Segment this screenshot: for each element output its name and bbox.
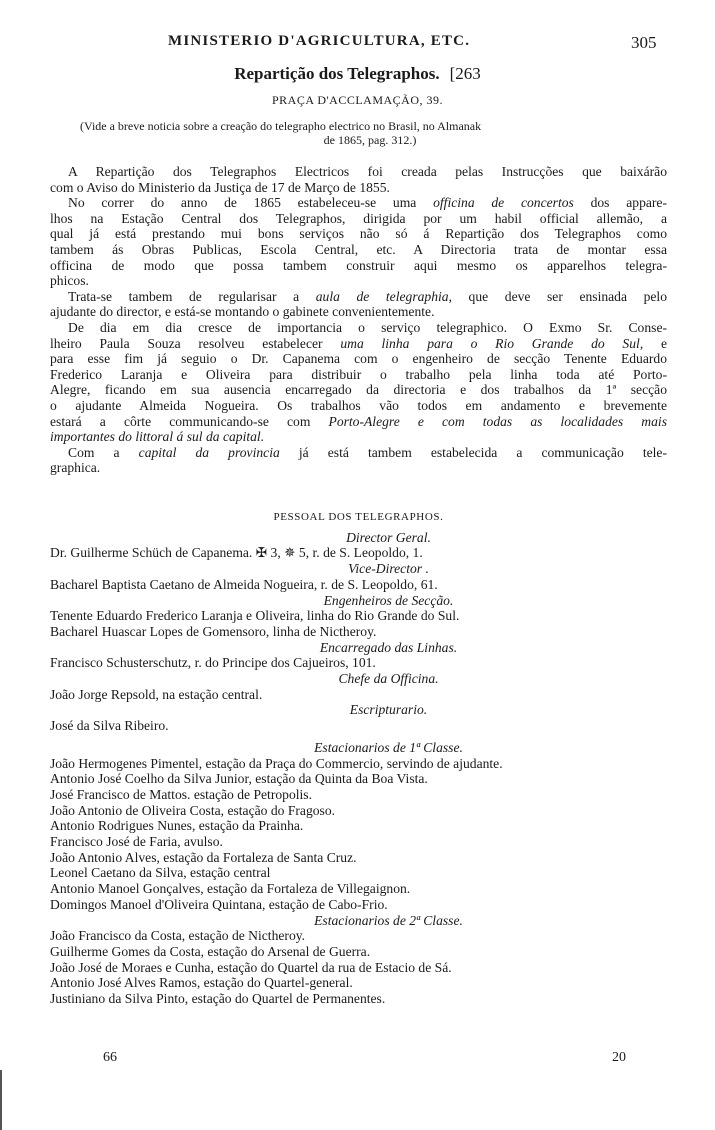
staff-title: PESSOAL DOS TELEGRAPHOS. — [273, 511, 444, 523]
text-segment: estará a côrte communicando-se com — [50, 413, 329, 429]
section-title — [0, 64, 715, 84]
text-segment: com o Aviso do Ministerio da Justiça de 17 de Março de 1855. — [50, 179, 390, 195]
text-segment: Trata-se tambem de regularisar a — [68, 288, 316, 304]
section-title-text: Repartição dos Telegraphos. — [234, 64, 440, 83]
staff-entry: João José de Moraes e Cunha, estação do Quartel da rua de Estacio de Sá. — [50, 959, 452, 975]
text-segment: ajudante do director, e está-se montando o gabinete convenientemente. — [50, 304, 435, 320]
text-segment: lheiro Paula Souza resolveu estabelecer — [50, 335, 341, 351]
paragraph-line — [50, 304, 667, 320]
text-segment: Frederico Laranja e Oliveira para distribuir o trabalho pela linha toda até Porto- — [50, 366, 667, 382]
staff-section-heading: Escripturario. — [349, 702, 428, 718]
italic-text: officina de concertos — [433, 195, 574, 211]
text-segment: , e — [639, 335, 667, 351]
paragraph-line — [50, 367, 667, 383]
staff-entry: João Hermogenes Pimentel, estação da Praça do Commercio, servindo de ajudante. — [50, 755, 503, 771]
paragraph-line — [50, 398, 667, 414]
staff-entry: João Jorge Repsold, na estação central. — [50, 686, 263, 702]
staff-entry: Guilherme Gomes da Costa, estação do Arsenal de Guerra. — [50, 943, 371, 959]
body-text — [50, 164, 667, 476]
paragraph-line — [50, 180, 667, 196]
text-segment: tambem ás Obras Publicas, Escola Central, etc. A Directoria trata de montar essa — [50, 241, 667, 257]
staff-entry: Domingos Manoel d'Oliveira Quintana, estação de Cabo-Frio. — [50, 896, 388, 912]
staff-section-heading: Engenheiros de Secção. — [323, 592, 454, 608]
text-segment: para esse fim já seguio o Dr. Capanema com o engenheiro de secção Tenente Eduardo — [50, 351, 667, 367]
text-segment: A Repartição dos Telegraphos Electricos foi creada pelas Instrucções que baixárão — [68, 164, 667, 179]
paragraph-line — [50, 273, 667, 289]
paragraph-line — [50, 258, 667, 274]
text-segment: graphica. — [50, 460, 101, 476]
staff-entry: João Antonio de Oliveira Costa, estação do Fragoso. — [50, 802, 336, 818]
staff-entry: Francisco Schusterschutz, r. do Principe dos Cajueiros, 101. — [50, 655, 376, 671]
text-segment: qual já está prestando mui bons serviços não só á Repartição dos Telegraphos como — [50, 226, 667, 242]
staff-entry: Bacharel Baptista Caetano de Almeida Nogueira, r. de S. Leopoldo, 61. — [50, 576, 438, 592]
note — [80, 119, 660, 147]
signature-mark-right: 20 — [612, 1050, 626, 1065]
page-number: 305 — [631, 33, 657, 52]
paragraph-line — [50, 226, 667, 242]
paragraph-line — [50, 351, 667, 367]
staff-entry: Bacharel Huascar Lopes de Gomensoro, linha de Nictheroy. — [50, 623, 377, 639]
staff-section-heading: Chefe da Officina. — [338, 671, 439, 687]
text-segment: , que deve ser ensinada pelo — [448, 288, 667, 304]
paragraph-line — [50, 429, 667, 445]
italic-text: uma linha para o Rio Grande do Sul — [340, 335, 640, 351]
text-segment: phicos. — [50, 273, 89, 289]
text-segment: dos appare- — [573, 195, 667, 211]
note-line: de 1865, pag. 312.) — [323, 133, 417, 147]
staff-entry: Antonio José Coelho da Silva Junior, estação da Quinta da Boa Vista. — [50, 771, 428, 787]
text-segment: lhos na Estação Central dos Telegraphos, dirigida por um habil official allemão, a — [50, 210, 667, 226]
staff-section-heading: Encarregado das Linhas. — [319, 639, 458, 655]
section-reference: [263 — [449, 64, 481, 83]
paragraph-line — [50, 289, 667, 305]
text-segment: officina de modo que possa tambem construir aqui mesmo os apparelhos telegra- — [50, 257, 667, 273]
staff-entry: José Francisco de Mattos. estação de Petropolis. — [50, 786, 312, 802]
text-segment: o ajudante Almeida Nogueira. Os trabalhos vão todos em andamento e brevemente — [50, 397, 667, 413]
staff-entry: Leonel Caetano da Silva, estação central — [50, 865, 271, 881]
italic-text: importantes do littoral á sul da capital. — [50, 429, 265, 445]
staff-entry: Antonio Manoel Gonçalves, estação da Fortaleza de Villegaignon. — [50, 881, 411, 897]
staff-entry: Justiniano da Silva Pinto, estação do Quartel de Permanentes. — [50, 991, 386, 1007]
text-segment: Com a — [68, 444, 139, 460]
paragraph-line — [50, 320, 667, 336]
signature-mark-left: 66 — [103, 1050, 117, 1065]
staff-entry: João Francisco da Costa, estação de Nictheroy. — [50, 928, 306, 944]
note-line: (Vide a breve noticia sobre a creação do telegrapho electrico no Brasil, no Almanak — [80, 119, 482, 133]
text-segment: No correr do anno de 1865 estabeleceu-se uma — [68, 195, 434, 211]
text-segment: Alegre, ficando em sua ausencia encarregado da directoria e dos trabalhos da 1ª secção — [50, 382, 667, 398]
staff-section-heading: Estacionarios de 2ª Classe. — [314, 912, 463, 928]
staff-section-heading: Estacionarios de 1ª Classe. — [314, 739, 463, 755]
address: PRAÇA D'ACCLAMAÇÃO, 39. — [271, 93, 444, 107]
staff-entry: José da Silva Ribeiro. — [50, 718, 169, 734]
staff-entry: Antonio Rodrigues Nunes, estação da Prainha. — [50, 818, 304, 834]
text-segment: De dia em dia cresce de importancia o serviço telegraphico. O Exmo Sr. Conse- — [68, 319, 667, 335]
staff-list — [50, 510, 667, 1007]
paragraph-line — [50, 242, 667, 258]
staff-entry: Francisco José de Faria, avulso. — [50, 834, 223, 850]
paragraph-line — [50, 164, 667, 180]
staff-section-heading: Director Geral. — [346, 529, 431, 545]
paragraph-line — [50, 414, 667, 430]
staff-entry: Dr. Guilherme Schüch de Capanema. ✠ 3, ✵ 5, r. de S. Leopoldo, 1. — [50, 545, 423, 561]
staff-entry: Tenente Eduardo Frederico Laranja e Oliveira, linha do Rio Grande do Sul. — [50, 608, 460, 624]
text-segment: já está tambem estabelecida a communicação tele- — [279, 444, 667, 460]
running-title: MINISTERIO D'AGRICULTURA, ETC. — [168, 33, 471, 49]
paragraph-line — [50, 211, 667, 227]
italic-text: capital da provincia — [138, 444, 280, 460]
staff-entry: João Antonio Alves, estação da Fortaleza de Santa Cruz. — [50, 849, 357, 865]
scan-edge — [0, 1070, 2, 1130]
paragraph-line — [50, 445, 667, 461]
paragraph-line — [50, 382, 667, 398]
staff-section-heading: Vice-Director . — [348, 561, 429, 577]
staff-entry: Antonio José Alves Ramos, estação do Quartel-general. — [50, 975, 353, 991]
italic-text: Porto-Alegre e com todas as localidades mais — [328, 413, 667, 429]
paragraph-line — [50, 336, 667, 352]
italic-text: aula de telegraphia — [315, 288, 449, 304]
paragraph-line — [50, 195, 667, 211]
paragraph-line — [50, 460, 667, 476]
